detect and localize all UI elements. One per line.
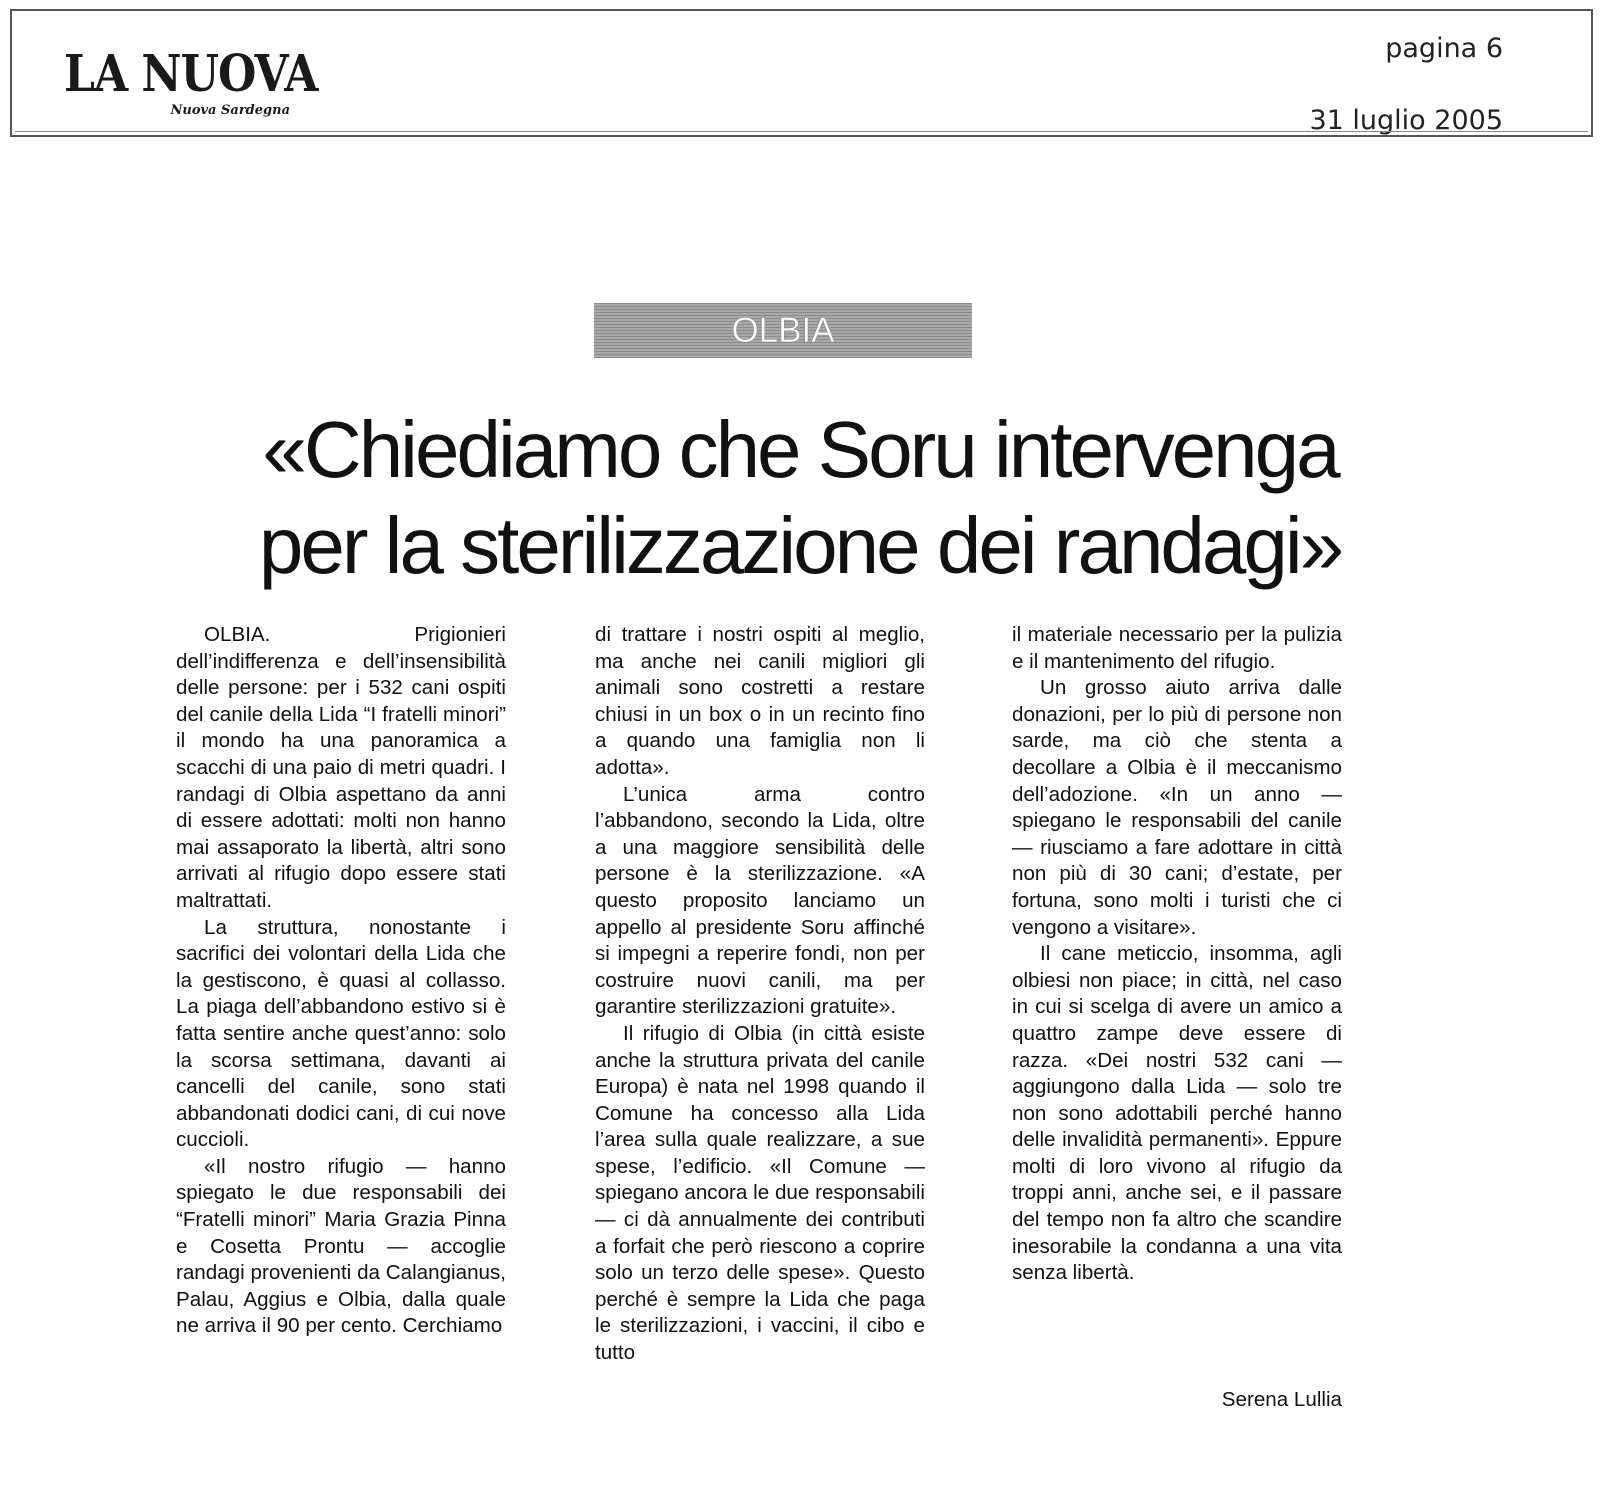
logo-subtitle: Nuova Sardegna bbox=[170, 103, 290, 118]
paragraph: Il rifugio di Olbia (in città esiste anche la struttura privata del canile Europa) è nata nel 1998 quando il Comune ha concesso alla Lida l’area sulla quale realizzare, a sue spese, l’edificio. «Il Comune — spiegano ancora le due responsabili — ci dà annualmente dei contributi a forfait che però riescono a coprire solo un terzo delle spese». Questo perché è sempre la Lida che paga le sterilizzazioni, i vaccini, il cibo e tutto bbox=[595, 1021, 925, 1365]
issue-date: 31 luglio 2005 bbox=[1309, 105, 1503, 136]
paragraph: «Il nostro rifugio — hanno spiegato le due responsabili dei “Fratelli minori” Maria Grazia Pinna e Cosetta Prontu — accoglie randagi provenienti da Calangianus, Palau, Aggius e Olbia, dalla quale ne arriva il 90 per cento. Cerchiamo bbox=[176, 1154, 506, 1338]
text-column-1 bbox=[176, 622, 506, 1340]
text-column-2 bbox=[595, 622, 925, 1367]
paragraph: Il cane meticcio, insomma, agli olbiesi non piace; in città, nel caso in cui si scelga di avere un amico a quattro zampe deve essere di razza. «Dei nostri 532 cani — aggiungono dalla Lida — solo tre non sono adottabili perché hanno delle invalidità permanenti». Eppure molti di loro vivono al rifugio da troppi anni, anche sei, e il passare del tempo non fa altro che scandire inesorabile la condanna a una vita senza libertà. bbox=[1012, 942, 1342, 1285]
paragraph: La struttura, nonostante i sacrifici dei volontari della Lida che la gestiscono, è quasi al collasso. La piaga dell’abbandono estivo si è fatta sentire anche quest’anno: solo la scorsa settimana, davanti ai cancelli del canile, sono stati abbandonati dodici cani, di cui nove cuccioli. bbox=[176, 915, 506, 1152]
paragraph: di trattare i nostri ospiti al meglio, ma anche nei canili migliori gli animali sono costretti a restare chiusi in un box o in un recinto fino a quando una famiglia non li adotta». bbox=[595, 623, 925, 779]
paragraph: il materiale necessario per la pulizia e il mantenimento del rifugio. bbox=[1012, 623, 1342, 673]
author-byline: Serena Lullia bbox=[1221, 1388, 1342, 1411]
paragraph: Un grosso aiuto arriva dalle donazioni, per lo più di persone non sarde, ma ciò che stenta a decollare a Olbia è il meccanismo dell’adozione. «In un anno — spiegano le responsabili del canile — riusciamo a fare adottare in città non più di 30 cani; d’estate, per fortuna, sono molti i turisti che ci vengono a visitare». bbox=[1012, 676, 1342, 939]
paragraph: OLBIA. Prigionieri dell’indifferenza e dell’insensibilità delle persone: per i 532 cani ospiti del canile della Lida “I fratelli minori” il mondo ha una panoramica a scacchi di una paio di metri quadri. I randagi di Olbia aspettano da anni di essere adottati: molti non hanno mai assaporato la libertà, altri sono arrivati al rifugio dopo essere stati maltrattati. bbox=[176, 623, 506, 912]
headline-line-2: per la sterilizzazione dei randagi» bbox=[258, 501, 1342, 590]
paragraph: L’unica arma contro l’abbandono, secondo la Lida, oltre a una maggiore sensibilità delle persone è la sterilizzazione. «A questo proposito lanciamo un appello al presidente Soru affinché si impegni a reperire fondi, non per costruire nuovi canili, ma per garantire sterilizzazioni gratuite». bbox=[595, 782, 925, 1019]
logo-title: LA NUOVA bbox=[64, 45, 318, 104]
article-body bbox=[176, 622, 1346, 1422]
newspaper-logo bbox=[64, 45, 318, 125]
masthead-frame bbox=[10, 9, 1593, 137]
text-column-3 bbox=[1012, 622, 1342, 1287]
article-headline bbox=[150, 402, 1450, 594]
headline-line-1: «Chiediamo che Soru intervenga bbox=[262, 405, 1338, 494]
section-label: OLBIA bbox=[594, 303, 972, 358]
page-number: pagina 6 bbox=[1385, 33, 1503, 64]
